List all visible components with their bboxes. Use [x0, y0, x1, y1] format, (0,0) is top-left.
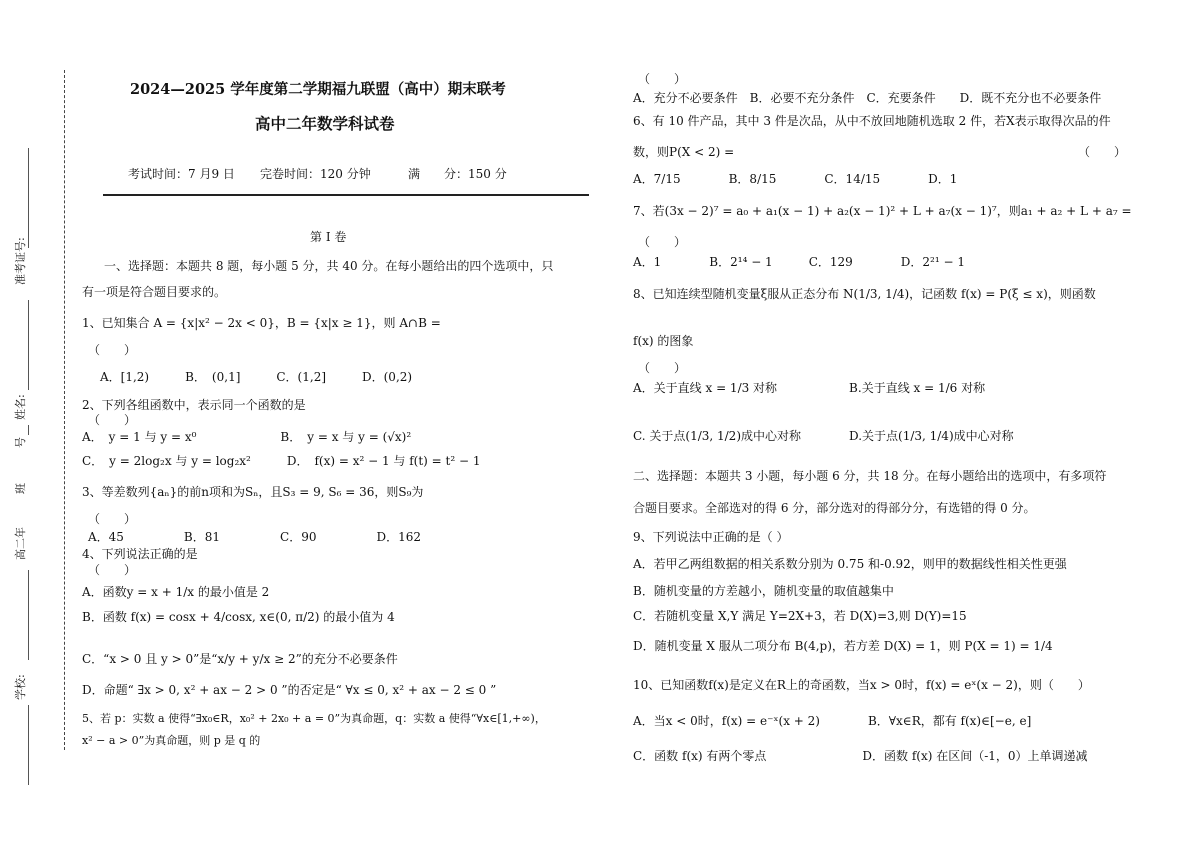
- q3-options: A．45 B．81 C．90 D．162: [88, 530, 422, 544]
- full-score: 满 分：150 分: [408, 167, 507, 181]
- header-rule: [103, 194, 589, 196]
- question-1: 1、已知集合 A = {x|x² − 2x < 0}，B = {x|x ≥ 1}，则 A∩B =: [82, 316, 441, 330]
- question-5: 5、若 p：实数 a 使得“∃x₀∈R，x₀² + 2x₀ + a = 0”为真命题，q：实数 a 使得“∀x∈[1,+∞)，: [82, 712, 546, 725]
- q9-option-d: D．随机变量 X 服从二项分布 B(4,p)，若方差 D(X) = 1，则 P(X = 1) = 1/4: [633, 639, 1053, 653]
- question-4: 4、下列说法正确的是: [82, 547, 198, 561]
- q9-option-c: C．若随机变量 X,Y 满足 Y=2X+3，若 D(X)=3,则 D(Y)=15: [633, 609, 967, 623]
- margin-line: [28, 425, 29, 435]
- number-label: 号: [14, 437, 27, 448]
- q4-option-a: A．函数y = x + 1/x 的最小值是 2: [82, 585, 270, 599]
- answer-paren: （ ）: [88, 563, 137, 577]
- q9-option-b: B．随机变量的方差越小，随机变量的取值越集中: [633, 584, 894, 598]
- answer-paren: （ ）: [88, 512, 137, 526]
- question-7: 7、若(3x − 2)⁷ = a₀ + a₁(x − 1) + a₂(x − 1)² + L + a₇(x − 1)⁷，则a₁ + a₂ + L + a₇ =: [633, 204, 1132, 218]
- name-label: 姓名:: [14, 394, 27, 420]
- q6-options: A．7/15 B．8/15 C．14/15 D．1: [633, 172, 958, 186]
- exam-subtitle: 高中二年数学科试卷: [255, 114, 395, 133]
- q9-option-a: A．若甲乙两组数据的相关系数分别为 0.75 和-0.92，则甲的数据线性相关性更强: [633, 557, 1067, 571]
- section1-intro: 一、选择题：本题共 8 题，每小题 5 分，共 40 分。在每小题给出的四个选项中，只: [104, 259, 554, 273]
- answer-paren: （ ）: [638, 72, 687, 86]
- binding-line: [64, 70, 65, 750]
- question-5-cont: x² − a > 0”为真命题，则 p 是 q 的: [82, 734, 261, 747]
- q10-options-ab: A．当x < 0时，f(x) = e⁻ˣ(x + 2) B．∀x∈R，都有 f(x)∈[−e, e]: [633, 714, 1032, 728]
- exam-time: 考试时间：7 月9 日: [128, 167, 235, 181]
- margin-line: [28, 570, 29, 660]
- question-2: 2、下列各组函数中，表示同一个函数的是: [82, 398, 306, 412]
- question-3: 3、等差数列{aₙ}的前n项和为Sₙ，且S₃ = 9, S₆ = 36，则S₉为: [82, 485, 424, 499]
- section1-intro-cont: 有一项是符合题目要求的。: [82, 285, 227, 299]
- answer-paren: （ ）: [638, 235, 687, 249]
- section2-intro: 二、选择题：本题共 3 小题，每小题 6 分，共 18 分。在每小题给出的选项中，有多项符: [633, 469, 1107, 483]
- section2-intro-cont: 合题目要求。全部选对的得 6 分，部分选对的得部分分，有选错的得 0 分。: [633, 501, 1036, 515]
- margin-line: [28, 300, 29, 390]
- q1-options: A．[1,2) B． (0,1] C．(1,2] D．(0,2): [100, 370, 413, 384]
- q7-options: A．1 B．2¹⁴ − 1 C．129 D．2²¹ − 1: [633, 255, 965, 269]
- question-8: 8、已知连续型随机变量ξ服从正态分布 N(1/3, 1/4)，记函数 f(x) = P(ξ ≤ x)，则函数: [633, 287, 1096, 301]
- school-label: 学校:: [14, 674, 27, 700]
- q2-options-cd: C． y = 2log₂x 与 y = log₂x² D． f(x) = x² − 1 与 f(t) = t² − 1: [82, 454, 481, 468]
- answer-paren: （ ）: [638, 361, 687, 375]
- exam-number-label: 准考证号:: [14, 237, 27, 285]
- q4-option-b: B．函数 f(x) = cosx + 4/cosx, x∈(0, π/2) 的最小值为 4: [82, 610, 395, 624]
- q8-options-cd: C. 关于点(1/3, 1/2)成中心对称 D.关于点(1/3, 1/4)成中心对称: [633, 429, 1014, 443]
- q2-options-ab: A． y = 1 与 y = x⁰ B． y = x 与 y = (√x)²: [82, 430, 412, 444]
- q5-options: A．充分不必要条件 B．必要不充分条件 C．充要条件 D．既不充分也不必要条件: [633, 91, 1102, 105]
- q10-options-cd: C．函数 f(x) 有两个零点 D．函数 f(x) 在区间（-1，0）上单调递减: [633, 749, 1088, 763]
- volume-label: 第 I 卷: [310, 230, 347, 244]
- answer-paren: （ ）: [1078, 145, 1127, 159]
- q4-option-c: C．“x > 0 且 y > 0”是“x/y + y/x ≥ 2”的充分不必要条件: [82, 652, 398, 666]
- answer-paren: （ ）: [88, 413, 137, 427]
- answer-paren: （ ）: [88, 343, 137, 357]
- question-6-cont: 数，则P(X < 2) =: [633, 145, 735, 159]
- class-label: 班: [14, 483, 27, 494]
- q4-option-d: D．命题“ ∃x > 0, x² + ax − 2 > 0 ”的否定是“ ∀x ≤ 0, x² + ax − 2 ≤ 0 ”: [82, 683, 497, 697]
- margin-line: [28, 705, 29, 785]
- exam-duration: 完卷时间：120 分钟: [260, 167, 371, 181]
- question-6: 6、有 10 件产品，其中 3 件是次品，从中不放回地随机选取 2 件，若X表示取得次品的件: [633, 114, 1111, 128]
- exam-title: 2024—2025 学年度第二学期福九联盟（高中）期末联考: [130, 81, 506, 98]
- margin-line: [28, 148, 29, 248]
- question-10: 10、已知函数f(x)是定义在R上的奇函数，当x > 0时，f(x) = eˣ(x − 2)，则（ ）: [633, 678, 1090, 692]
- q8-options-ab: A．关于直线 x = 1/3 对称 B.关于直线 x = 1/6 对称: [633, 381, 986, 395]
- grade-label: 高二年: [14, 527, 27, 560]
- question-8-cont: f(x) 的图象: [633, 334, 694, 348]
- question-9: 9、下列说法中正确的是（ ）: [633, 530, 789, 544]
